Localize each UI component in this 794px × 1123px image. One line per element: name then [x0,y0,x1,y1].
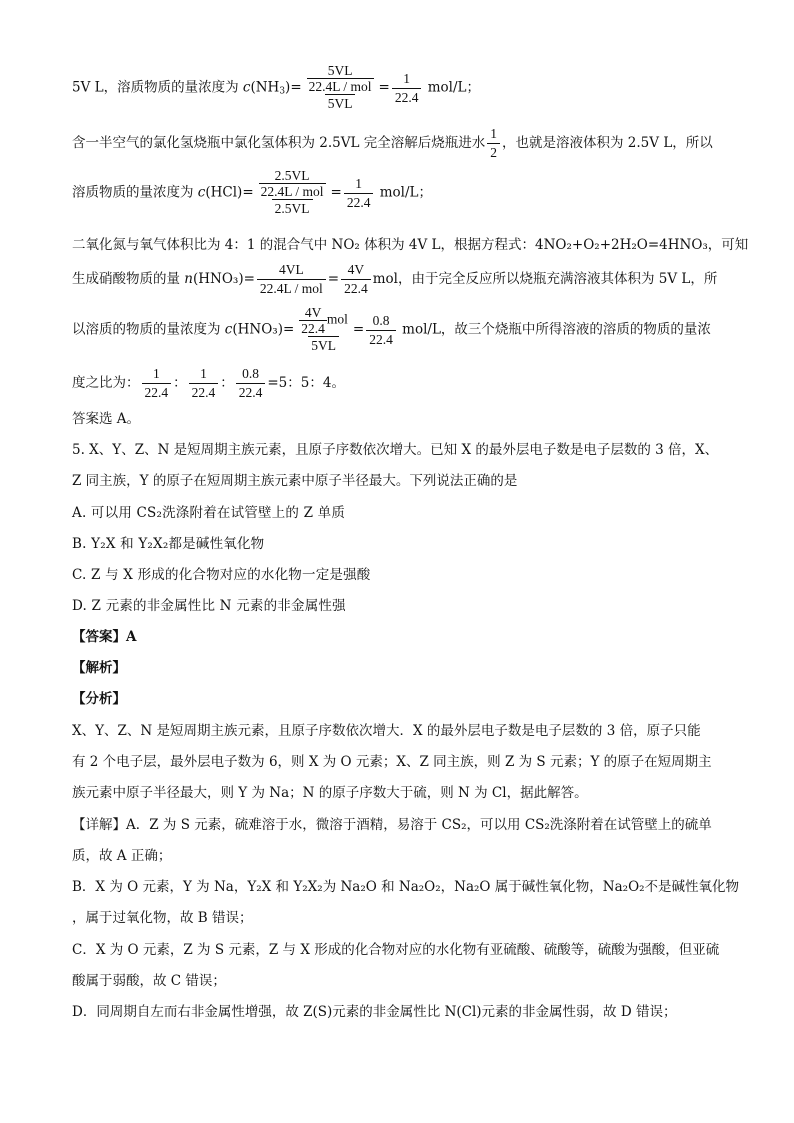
sub: 3 [279,86,286,97]
answer-selection: 答案选 A。 [72,411,141,427]
numerator: 2.5VL [274,168,310,183]
fraction-denominator: 2.5VL [272,199,313,218]
var-c: c [224,321,233,338]
text: 溶质物质的量浓度为 [72,184,198,201]
denominator: 22.4 [344,193,374,212]
colon: ： [173,375,187,391]
text: mol，由于完全反应所以烧瓶充满溶液其体积为 5V L，所 [372,271,718,287]
detail-c-1: C．X 为 O 元素，Z 为 S 元素，Z 与 X 形成的化合物对应的水化物有亚硫酸、硫酸等，硫酸为强酸，但亚硫 [72,942,720,958]
fraction-numerator [304,63,377,94]
text: 5V L，溶质物质的量浓度为 [72,79,243,96]
analysis-p2: 有 2 个电子层，最外层电子数为 6，则 X 为 O 元素；X、Z 同主族，则 Z 为 S 元素；Y 的原子在短周期主 [72,754,712,770]
fraction [392,70,422,107]
equals: = [327,271,340,287]
fraction [366,312,396,349]
answer-tag: 【答案】A [72,629,137,645]
colon: ： [220,375,234,391]
denominator: 22.4 [236,383,266,402]
text: 生成硝酸物质的量 [72,271,185,287]
calc-line-4: 二氧化氮与氧气体积比为 4：1 的混合气中 NO₂ 体积为 4V L，根据方程式：4NO₂+O₂+2H₂O=4HNO₃，可知 [72,237,749,253]
fraction-numerator [256,168,329,199]
numerator: 1 [403,70,411,86]
numerator: 5VL [327,63,353,78]
question-stem-2: Z 同主族，Y 的原子在短周期主族元素中原子半径最大。下列说法正确的是 [72,473,518,489]
calc-line-6 [72,305,711,355]
equals: = [378,79,390,96]
unit-mol: mol [326,311,348,327]
numerator: 0.8 [372,312,390,328]
calc-line-1 [72,63,480,113]
analysis-p1: X、Y、Z、N 是短周期主族元素，且原子序数依次增大．X 的最外层电子数是电子层数的 3 倍，原子只能 [72,723,701,739]
detail-d-1: D．同周期自左而右非金属性增强，故 Z(S)元素的非金属性比 N(Cl)元素的非金属性弱，故 D 错误； [72,1004,677,1020]
detail-c-2: 酸属于弱酸，故 C 错误； [72,973,226,989]
fraction [304,63,377,113]
denominator: 22.4 [341,279,371,298]
denominator: 22.4 [301,321,325,336]
option-c: C. Z 与 X 形成的化合物对应的水化物一定是强酸 [72,567,371,583]
text: 以溶质的物质的量浓度为 [72,321,225,338]
option-d: D. Z 元素的非金属性比 N 元素的非金属性强 [72,598,346,614]
denominator: 22.4 [189,383,219,402]
fraction-denominator: 5VL [308,336,339,355]
numerator: 4V [304,305,322,320]
fraction [236,365,266,402]
numerator: 1 [355,175,362,191]
denominator: 22.4 [392,88,422,107]
unit: mol/L； [423,79,481,96]
denominator: 22.4L / mol [260,184,324,199]
text: )= [285,79,302,96]
var-n: n [184,271,193,287]
fraction-denominator: 5VL [325,94,356,113]
denominator: 22.4L / mol [308,79,372,94]
unit: mol/L； [375,184,432,201]
detail-a-2: 质，故 A 正确； [72,848,172,864]
fraction-half [487,125,500,162]
calc-line-7 [72,365,345,402]
fraction [189,365,219,402]
denominator: 22.4 [142,383,172,402]
fraction-numerator [296,305,351,336]
analysis-p3: 族元素中原子半径最大，则 Y 为 Na；N 的原子序数大于硫，则 N 为 Cl，据此解答。 [72,785,588,801]
var-c: c [197,184,206,201]
text: ，也就是溶液体积为 2.5V L，所以 [502,135,713,151]
inner-fraction [299,305,327,336]
question-stem-1: 5. X、Y、Z、N 是短周期主族元素，且原子序数依次增大。已知 X 的最外层电子数是电子层数的 3 倍，X、 [72,442,719,458]
text: mol/L，故三个烧瓶中所得溶液的溶质的物质的量浓 [397,321,711,338]
numerator: 1 [490,126,498,141]
numerator: 4VL [278,262,304,277]
fenxi-tag: 【分析】 [72,691,126,707]
equals: = [352,321,365,338]
denominator: 22.4L / mol [257,279,326,298]
option-a: A. 可以用 CS₂洗涤附着在试管壁上的 Z 单质 [72,505,346,521]
detail-a-1: 【详解】A．Z 为 S 元素，硫难溶于水，微溶于酒精，易溶于 CS₂，可以用 CS₂洗涤附着在试管壁上的硫单 [72,817,712,833]
fraction [341,261,371,298]
fraction [256,168,329,218]
numerator: 1 [200,366,207,381]
fraction [142,365,172,402]
numerator: 4V [347,262,365,277]
text: (HNO₃)= [232,321,295,338]
numerator: 1 [152,366,160,381]
fraction [344,175,374,212]
fraction [257,261,326,298]
text: 含一半空气的氯化氢烧瓶中氯化氢体积为 2.5VL 完全溶解后烧瓶进水 [72,135,486,151]
text: =5：5：4。 [267,375,345,391]
analysis-tag: 【解析】 [72,660,126,676]
denominator: 2 [487,143,500,162]
var-c: c [242,79,251,96]
calc-line-2 [72,125,713,162]
detail-b-1: B．X 为 O 元素，Y 为 Na，Y₂X 和 Y₂X₂为 Na₂O 和 Na₂O₂，Na₂O 属于碱性氧化物，Na₂O₂不是碱性氧化物 [72,879,740,895]
numerator: 0.8 [242,366,259,381]
text: (HNO₃)= [193,271,255,287]
calc-line-5 [72,261,717,298]
detail-b-2: ，属于过氧化物，故 B 错误； [72,910,253,926]
denominator: 22.4 [366,330,396,349]
fraction [296,305,351,355]
calc-line-3 [72,168,432,218]
text: (NH [250,79,280,96]
text: (HCl)= [205,184,254,201]
text: 度之比为： [72,375,140,391]
option-b: B. Y₂X 和 Y₂X₂都是碱性氧化物 [72,536,265,552]
equals: = [330,184,342,201]
inner-fraction [307,63,374,94]
inner-fraction [259,168,326,199]
